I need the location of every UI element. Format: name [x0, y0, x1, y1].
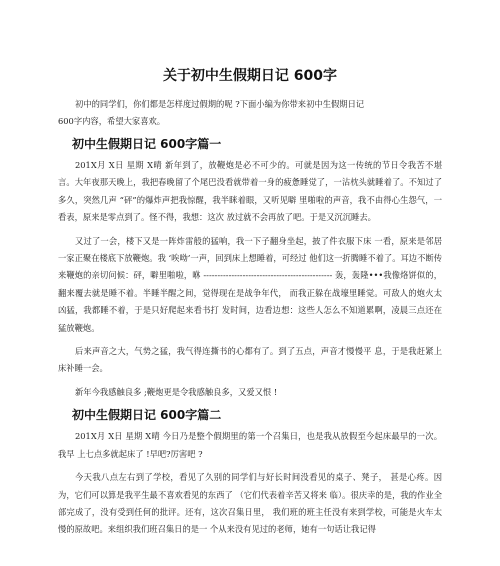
paragraph: 201X月 X日 星期 X晴 今日乃是整个假期里的第一个召集日，也是我从放假至今起床最早的一次。我早 上七点多就起床了 !早吧?厉害吧 ?: [58, 431, 442, 459]
section-heading: 初中生假期日记 600字篇一: [72, 137, 222, 151]
intro-line: 初中的同学们，你们都是怎样度过假期的呢 ?下面小编为你带来初中生假期日记: [75, 99, 365, 109]
intro-line: 600字内容，希望大家喜欢。: [58, 116, 166, 126]
paragraph: 新年今我感触良多 ;鞭炮更是令我感触良多，又爱又恨 !: [75, 386, 278, 397]
intro: [58, 96, 442, 130]
paragraph: 后来声音之大，气势之猛，我气得连撕书的心都有了。到了五点，声音才慢慢平 息，于是我赶紧上床补睡一会。: [58, 346, 442, 374]
paragraph: 又过了一会，楼下又是一阵炸雷般的猛响，我一下子翻身坐起，披了件衣服下床 一看，原来是邻居一家正聚在楼底下放鞭炮。我 ‘唉呦’一声，回到床上想睡着，可经过 他们这一折腾睡不着了。耳边不断传来鞭炮的亲切问候：砰，噼里啪啦，咻 ---------------------------------------------- 轰，轰隆•••我像烙饼似的，翻来覆去就是睡不着。半睡半醒之间，觉得现在是战争年代， 而我正躲在战壕里睡觉。可敌人的炮火太凶猛，我都睡不着，于是只好爬起来看书打 发时间，边看边想：这些人怎么不知道累啊，凌晨三点还在猛放鞭炮。: [58, 235, 442, 333]
section-heading: 初中生假期日记 600字篇二: [72, 408, 222, 423]
page-title: 关于初中生假期日记 600字: [162, 68, 338, 84]
paragraph: 今天我八点左右到了学校，看见了久别的同学们与好长时间没看见的桌子、凳子， 甚是心疼。因为，它们可以算是我平生最不喜欢看见的东西了 （它们代表着辛苦又将来 临）。很庆幸的是，我的作业全部完成了，没有受到任何的批评。还有，这次召集日里， 我们班的班主任没有来到学校，可能是火车太慢的原故吧。来组织我们班召集日的是一 个从来没有见过的老师，她有一句话让我记得: [58, 472, 442, 535]
paragraph: 201X月 X日 星期 X晴 新年到了，放鞭炮是必不可少的。可就是因为这一传统的节日令我苦不堪言。大年夜那天晚上，我把春晚留了个尾巴没看就带着一身的疲惫睡觉了，一沾枕头就睡着了。不知过了多久，突然几声 “砰”的爆炸声把我惊醒，我半眯着眼，又听见噼 里啪啦的声音，我不由得心生怨气，一看表，原来是零点到了。怪不得，我想：这次 放过就不会再放了吧。于是又沉沉睡去。: [58, 160, 442, 223]
